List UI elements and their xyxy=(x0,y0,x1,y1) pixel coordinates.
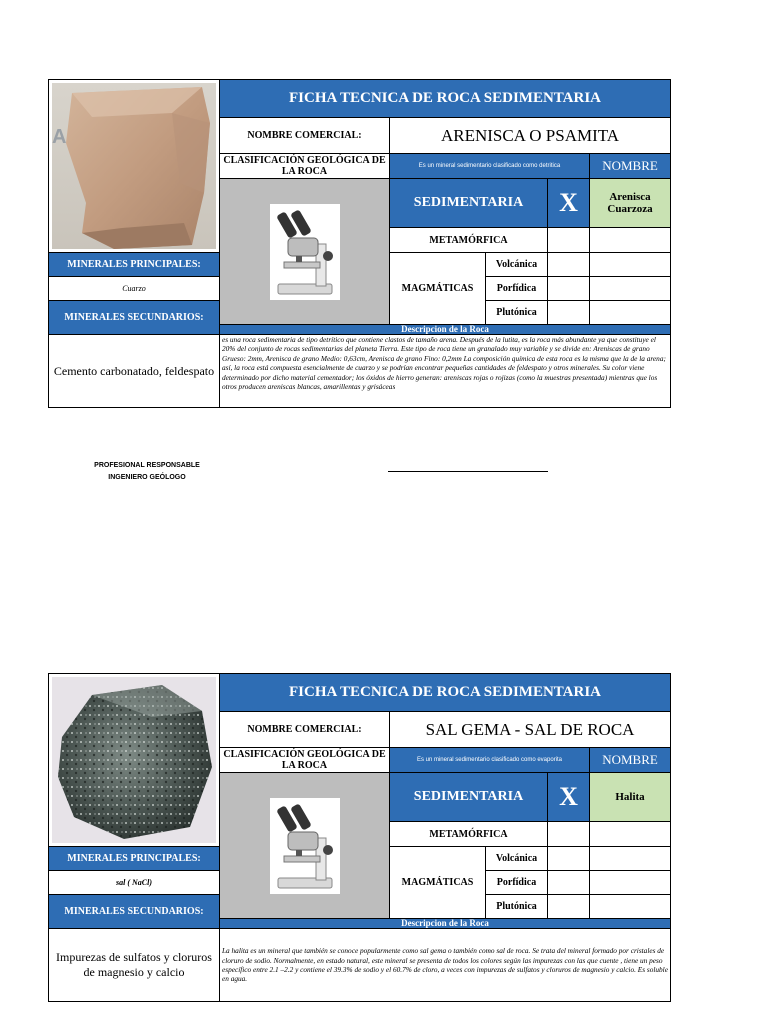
responsable-title: PROFESIONAL RESPONSABLE xyxy=(94,462,200,469)
minerales-secundarios-label: MINERALES SECUNDARIOS: xyxy=(49,895,220,929)
rock-photo-cell xyxy=(49,80,220,253)
rock-name: Arenisca Cuarzoza xyxy=(590,179,671,228)
rock-name: Halita xyxy=(590,773,671,822)
clasificacion-note: Es un mineral sedimentario clasificado como detritica xyxy=(390,154,590,179)
volcanica-mark-cell xyxy=(548,847,590,871)
halite-photo xyxy=(52,677,216,843)
metamorfica-label: METAMÓRFICA xyxy=(390,822,548,847)
porfidica-mark-cell xyxy=(548,277,590,301)
volcanica-mark-cell xyxy=(548,253,590,277)
minerales-principales-label: MINERALES PRINCIPALES: xyxy=(49,847,220,871)
descripcion-header: Descripcion de la Roca xyxy=(220,919,671,929)
sedimentaria-mark: X xyxy=(548,773,590,822)
descripcion-text: es una roca sedimentaria de tipo detrítico que contiene clastos de tamaño arena. Después de la lutita, es la roca más abundante ya que constituye el 20% del conjunto de rocas sedimentarias del planeta Tierra. Este tipo de roca tiene un granalado muy variable y se divide en: Areniscas de grano Grueso: 2mm, Arenisca de grano Medio: 0,63cm, Arenisca de grano Fino: 0,2mm La composición química de esta roca es la misma que la de la arena; así, la roca está compuesta esencialmente de cuarzo y se podrían encontrar pequeñas cantidades de feldespato y otros minerales. Su color viene determinado por dicho material cementador; los óxidos de hierro generan: areniscas rojas o rojizas (como la muestras presentada) mientras que los otros producen areniscas blancas, amarillentas y grisáceas xyxy=(220,335,671,408)
metamorfica-name-cell xyxy=(590,822,671,847)
minerales-secundarios-label: MINERALES SECUNDARIOS: xyxy=(49,301,220,335)
sandstone-photo xyxy=(52,83,216,249)
minerales-principales-label: MINERALES PRINCIPALES: xyxy=(49,253,220,277)
sedimentaria-label: SEDIMENTARIA xyxy=(390,179,548,228)
minerales-principales-value: Cuarzo xyxy=(49,277,220,301)
descripcion-text: La halita es un mineral que también se conoce popularmente como sal gema o también como sal de roca. Se trata del mineral formado por cristales de cloruro de sodio. Normalmente, en estado natural, este mineral se presenta de todos los colores según las impurezas con las que cuente , tiene un peso específico entre 2.1 –2.2 y contiene el 39.3% de sodio y el 60.7% de cloro, a veces con impurezas de sulfatos y cloruros de magnesio y calcio. Es soluble en agua. xyxy=(220,929,671,1002)
clasificacion-label: CLASIFICACIÓN GEOLÓGICA DE LA ROCA xyxy=(220,748,390,773)
porfidica-label: Porfídica xyxy=(486,871,548,895)
nombre-comercial-label: NOMBRE COMERCIAL: xyxy=(220,118,390,154)
signature-line xyxy=(388,471,548,472)
plutonica-mark-cell xyxy=(548,895,590,919)
minerales-secundarios-value: Impurezas de sulfatos y cloruros de magnesio y calcio xyxy=(49,929,220,1002)
metamorfica-mark-cell xyxy=(548,228,590,253)
sedimentaria-label: SEDIMENTARIA xyxy=(390,773,548,822)
card-title: FICHA TECNICA DE ROCA SEDIMENTARIA xyxy=(220,80,671,118)
card-title: FICHA TECNICA DE ROCA SEDIMENTARIA xyxy=(220,674,671,712)
microscope-cell xyxy=(220,179,390,325)
plutonica-label: Plutónica xyxy=(486,895,548,919)
rock-card-table xyxy=(48,673,671,1002)
nombre-comercial-value: ARENISCA O PSAMITA xyxy=(390,118,671,154)
volcanica-label: Volcánica xyxy=(486,847,548,871)
volcanica-name-cell xyxy=(590,253,671,277)
microscope-icon xyxy=(270,204,340,300)
rock-card-arenisca xyxy=(48,79,670,408)
porfidica-label: Porfídica xyxy=(486,277,548,301)
photo-label: A xyxy=(52,126,67,148)
minerales-secundarios-value: Cemento carbonatado, feldespato xyxy=(49,335,220,408)
porfidica-name-cell xyxy=(590,871,671,895)
responsable-role: INGENIERO GEÓLOGO xyxy=(108,474,186,481)
plutonica-label: Plutónica xyxy=(486,301,548,325)
nombre-header: NOMBRE xyxy=(590,154,671,179)
rock-photo-cell xyxy=(49,674,220,847)
sedimentaria-mark: X xyxy=(548,179,590,228)
porfidica-mark-cell xyxy=(548,871,590,895)
magmaticas-label: MAGMÁTICAS xyxy=(390,847,486,919)
responsable-block xyxy=(72,460,222,484)
plutonica-name-cell xyxy=(590,895,671,919)
plutonica-name-cell xyxy=(590,301,671,325)
metamorfica-label: METAMÓRFICA xyxy=(390,228,548,253)
minerales-principales-value: sal ( NaCl) xyxy=(49,871,220,895)
descripcion-header: Descripcion de la Roca xyxy=(220,325,671,335)
volcanica-label: Volcánica xyxy=(486,253,548,277)
nombre-comercial-value: SAL GEMA - SAL DE ROCA xyxy=(390,712,671,748)
clasificacion-note: Es un mineral sedimentario clasificado como evaporita xyxy=(390,748,590,773)
volcanica-name-cell xyxy=(590,847,671,871)
microscope-cell xyxy=(220,773,390,919)
nombre-comercial-label: NOMBRE COMERCIAL: xyxy=(220,712,390,748)
rock-card-table xyxy=(48,79,671,408)
magmaticas-label: MAGMÁTICAS xyxy=(390,253,486,325)
rock-card-halita xyxy=(48,673,670,1002)
clasificacion-label: CLASIFICACIÓN GEOLÓGICA DE LA ROCA xyxy=(220,154,390,179)
plutonica-mark-cell xyxy=(548,301,590,325)
nombre-header: NOMBRE xyxy=(590,748,671,773)
porfidica-name-cell xyxy=(590,277,671,301)
metamorfica-name-cell xyxy=(590,228,671,253)
microscope-icon xyxy=(270,798,340,894)
metamorfica-mark-cell xyxy=(548,822,590,847)
